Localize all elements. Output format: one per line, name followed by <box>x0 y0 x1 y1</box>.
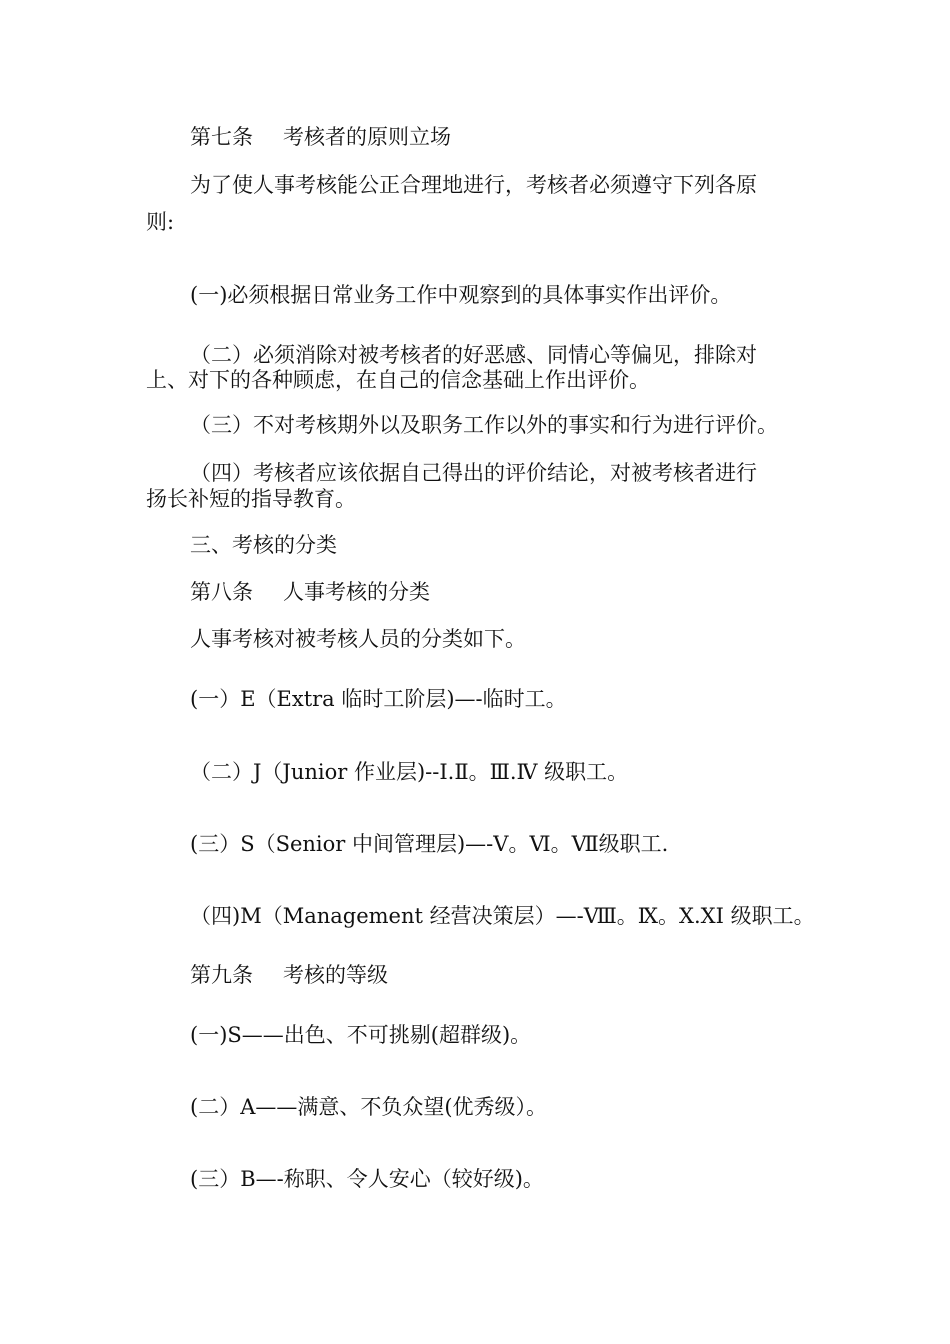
article-9-item-1: (一)S——出色、不可挑剔(超群级)。 <box>190 1023 532 1047</box>
article-8-number: 第八条 <box>190 580 253 604</box>
article-9-item-3: (三）B—-称职、令人安心（较好级)。 <box>190 1167 544 1191</box>
article-7-item-4-line-1: （四）考核者应该依据自己得出的评价结论，对被考核者进行 <box>190 461 757 485</box>
article-7-item-4-line-2: 扬长补短的指导教育。 <box>146 487 356 511</box>
article-8-item-2: （二）J（Junior 作业层)--I.Ⅱ。Ⅲ.Ⅳ 级职工。 <box>190 760 629 784</box>
article-8-item-4: （四)M（Management 经营决策层）—-Ⅷ。Ⅸ。Ⅹ.XI 级职工。 <box>190 904 815 928</box>
article-8-title: 人事考核的分类 <box>283 580 430 604</box>
article-8-item-3: (三）S（Senior 中间管理层)—-V。Ⅵ。Ⅶ级职工. <box>190 832 669 856</box>
article-7-title: 考核者的原则立场 <box>283 125 451 149</box>
article-9-item-2: (二）A——满意、不负众望(优秀级）。 <box>190 1095 548 1119</box>
article-7-item-1: (一)必须根据日常业务工作中观察到的具体事实作出评价。 <box>190 283 732 307</box>
article-9-number: 第九条 <box>190 963 253 987</box>
article-7-item-3: （三）不对考核期外以及职务工作以外的事实和行为进行评价。 <box>190 413 778 437</box>
article-9-title: 考核的等级 <box>283 963 388 987</box>
article-8-item-1: (一）E（Extra 临时工阶层)—-临时工。 <box>190 687 567 711</box>
article-9-heading <box>190 962 388 988</box>
article-7-item-2-line-2: 上、对下的各种顾虑，在自己的信念基础上作出评价。 <box>146 368 650 392</box>
article-8-intro: 人事考核对被考核人员的分类如下。 <box>190 627 526 651</box>
article-7-intro-line-2: 则: <box>146 210 175 234</box>
article-7-number: 第七条 <box>190 125 253 149</box>
article-7-heading <box>190 124 451 150</box>
article-7-item-2-line-1: （二）必须消除对被考核者的好恶感、同情心等偏见，排除对 <box>190 343 757 367</box>
section-3-heading: 三、考核的分类 <box>190 533 337 557</box>
article-8-heading <box>190 579 430 605</box>
article-7-intro-line-1: 为了使人事考核能公正合理地进行，考核者必须遵守下列各原 <box>190 173 757 197</box>
